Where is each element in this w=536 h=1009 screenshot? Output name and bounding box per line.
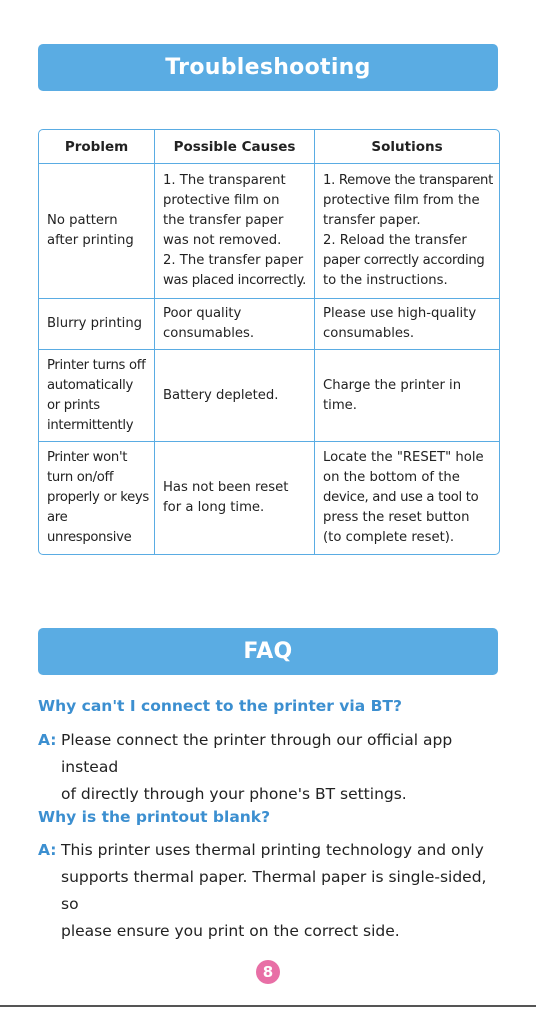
solutions-cell: Please use high-quality consumables. [315,299,499,350]
troubleshooting-banner [38,44,498,91]
problem-cell: Printer turns off automatically or prints intermittently [39,350,155,442]
table-row [39,442,499,554]
faq-answer: A: Please connect the printer through our official app instead of directly through your phone's BT settings. [38,727,508,808]
causes-cell: Has not been reset for a long time. [155,442,315,554]
faq-answer: A: This printer uses thermal printing technology and only supports thermal paper. Thermal paper is single-sided, so please ensure you print on the correct side. [38,837,508,945]
header-solutions: Solutions [315,130,499,164]
faq-question: Why is the printout blank? [38,808,271,826]
problem-cell: No pattern after printing [39,164,155,299]
troubleshooting-table [38,129,500,555]
problem-cell: Printer won't turn on/off properly or keys are unresponsive [39,442,155,554]
troubleshooting-title: Troubleshooting [165,55,371,80]
header-possible-causes: Possible Causes [155,130,315,164]
faq-question: Why can't I connect to the printer via BT? [38,697,402,715]
solutions-cell: Locate the "RESET" hole on the bottom of the device, and use a tool to press the reset button (to complete reset). [323,450,484,545]
causes-cell: Poor quality consumables. [155,299,315,350]
page-number: 8 [262,963,274,981]
answer-label: A: [38,731,57,749]
faq-title: FAQ [243,639,293,664]
causes-cell: 1. The transparent protective film on the transfer paper was not removed. 2. The transfer paper was placed incorrectly. [155,164,315,299]
table-row [39,350,499,442]
solutions-cell: 1. Remove the transparent protective film from the transfer paper. 2. Reload the transfer paper correctly according to the instructions. [315,164,499,299]
causes-cell: Battery depleted. [155,350,315,442]
page-number-badge [256,960,280,984]
table-header-row [39,130,499,164]
bottom-divider [0,1005,536,1007]
solutions-cell: Charge the printer in time. [315,350,499,442]
table-row [39,164,499,299]
table-row [39,299,499,350]
answer-label: A: [38,841,57,859]
problem-cell: Blurry printing [39,299,155,350]
header-problem: Problem [39,130,155,164]
faq-banner [38,628,498,675]
